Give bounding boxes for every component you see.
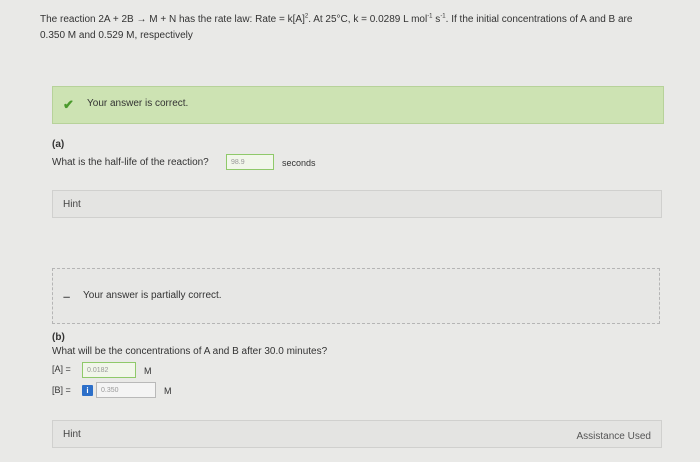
half-life-unit: seconds: [282, 158, 316, 168]
correct-feedback-text: Your answer is correct.: [87, 98, 189, 109]
problem-text: s: [432, 14, 441, 25]
half-life-input[interactable]: 98.9: [226, 154, 274, 170]
reaction-arrow-icon: →: [136, 14, 147, 25]
partial-feedback-banner: [52, 268, 660, 324]
exponent: -1: [440, 13, 446, 20]
problem-text: . At 25°C, k = 0.0289 L mol: [308, 14, 428, 25]
hint-label: Hint: [63, 199, 81, 210]
conc-a-unit: M: [144, 366, 152, 376]
hint-button-a[interactable]: [52, 190, 662, 218]
exponent: -1: [427, 13, 433, 20]
part-a-question: What is the half-life of the reaction?: [52, 157, 209, 168]
problem-line-1: [40, 12, 680, 28]
problem-statement: [40, 12, 680, 44]
problem-line-2: 0.350 M and 0.529 M, respectively: [40, 30, 193, 41]
conc-b-unit: M: [164, 386, 172, 396]
problem-text: M + N has the rate law: Rate = k[A]: [146, 14, 305, 25]
info-icon[interactable]: i: [82, 385, 93, 396]
minus-icon: –: [63, 289, 71, 304]
part-a-label: (a): [52, 139, 65, 150]
problem-text: The reaction 2A + 2B: [40, 14, 137, 25]
assistance-used-label: Assistance Used: [576, 431, 651, 442]
conc-a-input[interactable]: 0.0182: [82, 362, 136, 378]
correct-feedback-banner: [52, 86, 664, 124]
conc-a-label: [A] =: [52, 364, 71, 374]
conc-b-label: [B] =: [52, 385, 71, 395]
part-b-label: (b): [52, 332, 65, 343]
hint-label: Hint: [63, 429, 81, 440]
checkmark-icon: ✔: [63, 97, 74, 112]
conc-b-input[interactable]: 0.350: [96, 382, 156, 398]
hint-button-b[interactable]: [52, 420, 662, 448]
part-b-question: What will be the concentrations of A and B after 30.0 minutes?: [52, 346, 328, 357]
problem-text: . If the initial concentrations of A and B are: [445, 14, 633, 25]
partial-feedback-text: Your answer is partially correct.: [83, 290, 222, 301]
exponent: 2: [304, 13, 309, 20]
